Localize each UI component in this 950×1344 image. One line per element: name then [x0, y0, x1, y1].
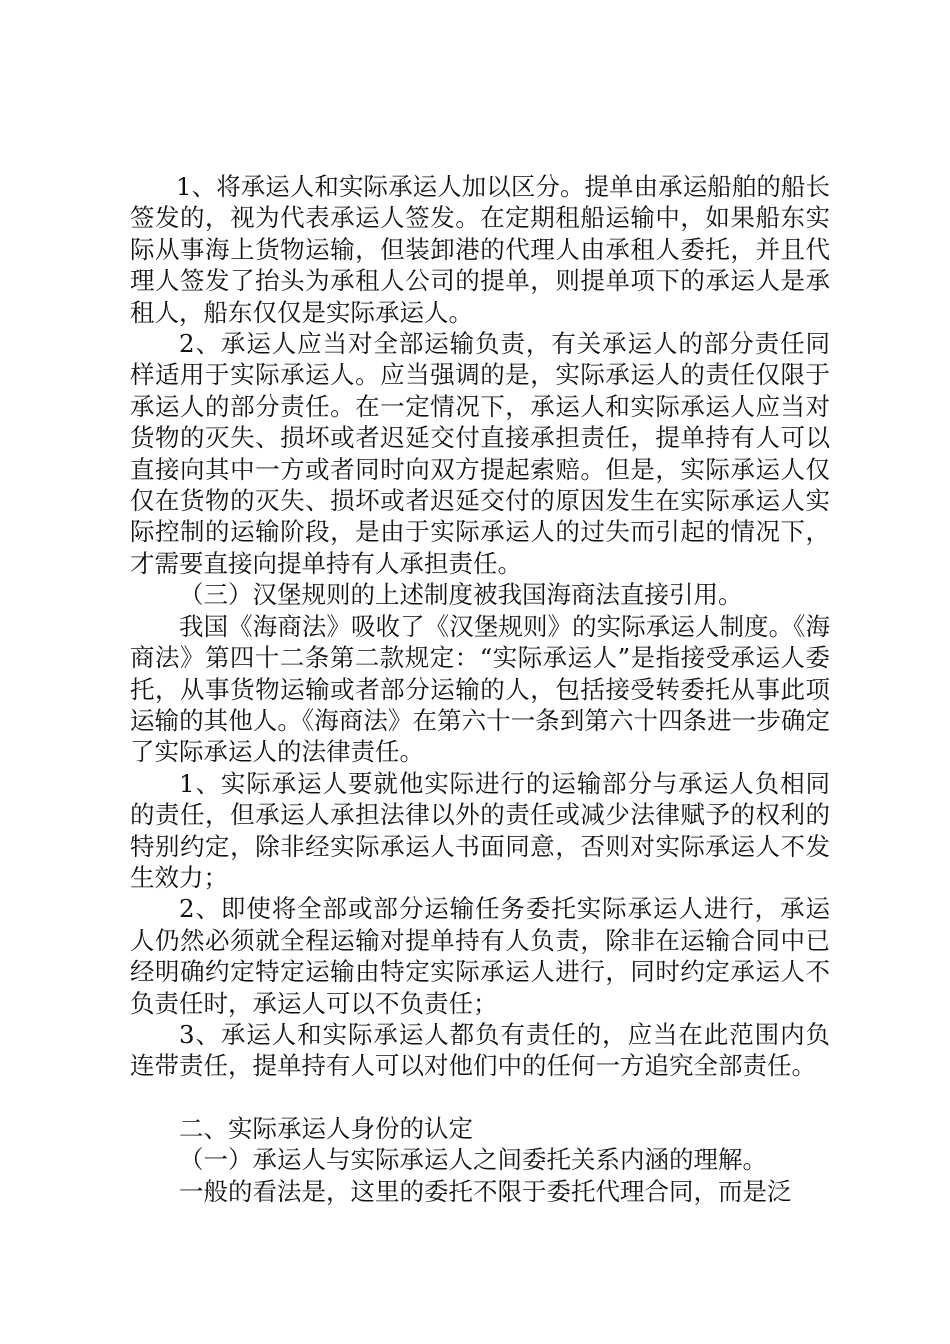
paragraph-7: 3、承运人和实际承运人都负有责任的，应当在此范围内负连带责任，提单持有人可以对他们中的任何一方追究全部责任。: [130, 1019, 830, 1081]
paragraph-3: （三）汉堡规则的上述制度被我国海商法直接引用。: [179, 580, 743, 610]
paragraph-6: 2、即使将全部或部分运输任务委托实际承运人进行，承运人仍然必须就全程运输对提单持有人负责，除非在运输合同中已经明确约定特定运输由特定实际承运人进行，同时约定承运人不负责任时，承运人可以不负责任；: [130, 894, 830, 1018]
paragraph-10: 一般的看法是，这里的委托不限于委托代理合同，而是泛: [179, 1176, 792, 1206]
subsection-heading: （一）承运人与实际承运人之间委托关系内涵的理解。: [179, 1145, 767, 1175]
document-body: [130, 171, 830, 1207]
paragraph-1: 1、将承运人和实际承运人加以区分。提单由承运船舶的船长签发的，视为代表承运人签发。在定期租船运输中，如果船东实际从事海上货物运输，但装卸港的代理人由承租人委托，并且代理人签发了抬头为承租人公司的提单，则提单项下的承运人是承租人，船东仅仅是实际承运人。: [130, 172, 830, 327]
paragraph-4: 我国《海商法》吸收了《汉堡规则》的实际承运人制度。《海商法》第四十二条第二款规定：“实际承运人”是指接受承运人委托，从事货物运输或者部分运输的人，包括接受转委托从事此项运输的其他人。《海商法》在第六十一条到第六十四条进一步确定了实际承运人的法律责任。: [130, 611, 830, 767]
paragraph-5: 1、实际承运人要就他实际进行的运输部分与承运人负相同的责任，但承运人承担法律以外的责任或减少法律赋予的权利的特别约定，除非经实际承运人书面同意，否则对实际承运人不发生效力；: [130, 768, 830, 892]
paragraph-2: 2、承运人应当对全部运输负责，有关承运人的部分责任同样适用于实际承运人。应当强调的是，实际承运人的责任仅限于承运人的部分责任。在一定情况下，承运人和实际承运人应当对货物的灭失、损坏或者迟延交付直接承担责任，提单持有人可以直接向其中一方或者同时向双方提起索赔。但是，实际承运人仅仅在货物的灭失、损坏或者迟延交付的原因发生在实际承运人实际控制的运输阶段，是由于实际承运人的过失而引起的情况下，才需要直接向提单持有人承担责任。: [130, 329, 830, 578]
section-heading: 二、实际承运人身份的认定: [179, 1113, 473, 1143]
